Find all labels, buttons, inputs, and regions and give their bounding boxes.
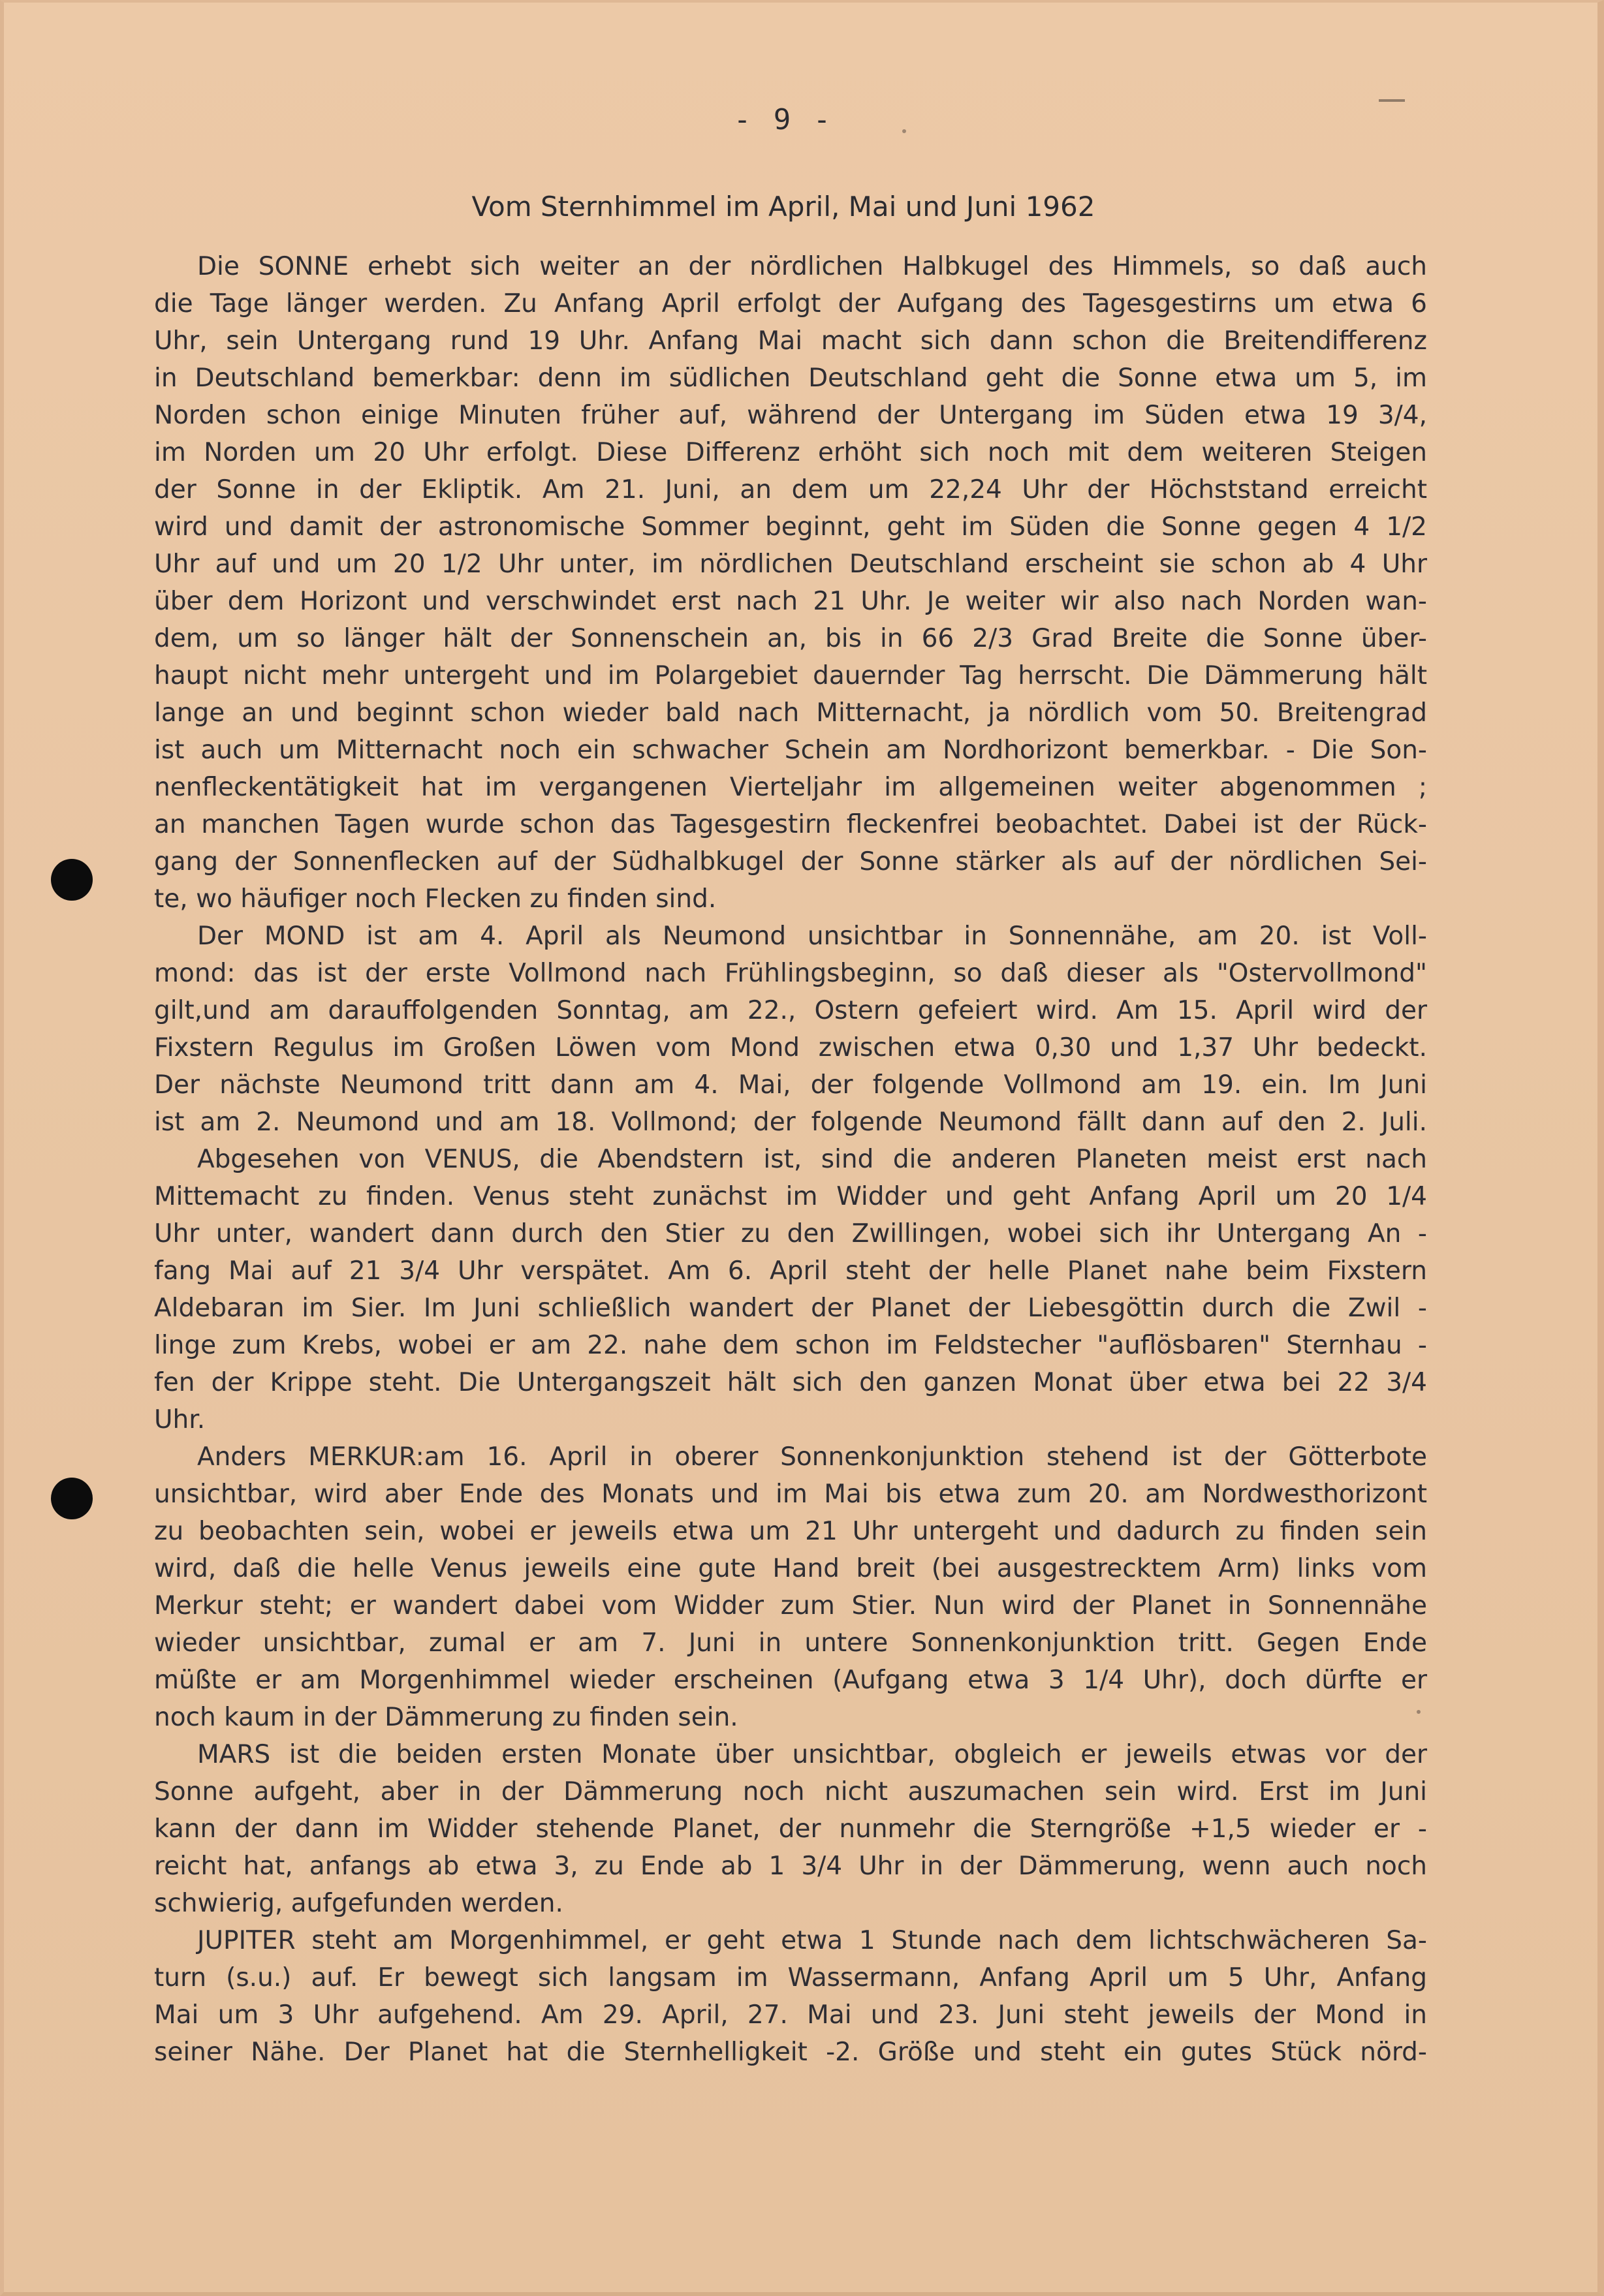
paragraph-jupiter (154, 1922, 1427, 2071)
text-line: fen der Krippe steht. Die Untergangszeit hält sich den ganzen Monat über etwa bei 22 3/4 (154, 1368, 1427, 1397)
text-line: unsichtbar, wird aber Ende des Monats und im Mai bis etwa zum 20. am Nordwesthorizont (154, 1480, 1427, 1509)
text-line: wird, daß die helle Venus jeweils eine gute Hand breit (bei ausgestrecktem Arm) links vom (154, 1554, 1427, 1583)
text-line: gilt,und am darauffolgenden Sonntag, am 22., Ostern gefeiert wird. Am 15. April wird der (154, 996, 1427, 1025)
text-line: dem, um so länger hält der Sonnenschein an, bis in 66 2/3 Grad Breite die Sonne über- (154, 624, 1427, 653)
text-line: zu beobachten sein, wobei er jeweils etwa um 21 Uhr untergeht und dadurch zu finden sein (154, 1517, 1427, 1546)
page-number: - 9 - (733, 103, 834, 136)
paragraph-mond (154, 918, 1427, 1141)
text-line: te, wo häufiger noch Flecken zu finden sind. (154, 884, 717, 914)
text-line: Uhr auf und um 20 1/2 Uhr unter, im nördlichen Deutschland erscheint sie schon ab 4 Uhr (154, 550, 1427, 579)
text-line: Uhr unter, wandert dann durch den Stier zu den Zwillingen, wobei sich ihr Untergang An - (154, 1219, 1427, 1249)
text-line: die Tage länger werden. Zu Anfang April erfolgt der Aufgang des Tagesgestirns um etwa 6 (154, 289, 1427, 318)
text-line: gang der Sonnenflecken auf der Südhalbkugel der Sonne stärker als auf der nördlichen Sei- (154, 847, 1427, 877)
text-line: Mai um 3 Uhr aufgehend. Am 29. April, 27. Mai und 23. Juni steht jeweils der Mond in (154, 2000, 1427, 2030)
paragraph-sonne (154, 248, 1427, 918)
text-line: an manchen Tagen wurde schon das Tagesgestirn fleckenfrei beobachtet. Dabei ist der Rück- (154, 810, 1427, 839)
text-line: Sonne aufgeht, aber in der Dämmerung noch nicht auszumachen sein wird. Erst im Juni (154, 1777, 1427, 1807)
text-line: ist am 2. Neumond und am 18. Vollmond; der folgende Neumond fällt dann auf den 2. Juli. (154, 1108, 1427, 1137)
text-line: in Deutschland bemerkbar: denn im südlichen Deutschland geht die Sonne etwa um 5, im (154, 364, 1427, 393)
text-line: Aldebaran im Sier. Im Juni schließlich wandert der Planet der Liebesgöttin durch die Zwil - (154, 1294, 1427, 1323)
text-line: Abgesehen von VENUS, die Abendstern ist, sind die anderen Planeten meist erst nach (197, 1145, 1427, 1174)
text-line: mond: das ist der erste Vollmond nach Frühlingsbeginn, so daß dieser als "Ostervollmond" (154, 959, 1427, 988)
page-title: Vom Sternhimmel im April, Mai und Juni 1962 (471, 191, 1095, 223)
text-line: der Sonne in der Ekliptik. Am 21. Juni, an dem um 22,24 Uhr der Höchststand erreicht (154, 475, 1427, 504)
text-line: reicht hat, anfangs ab etwa 3, zu Ende ab 1 3/4 Uhr in der Dämmerung, wenn auch noch (154, 1852, 1427, 1881)
text-line: turn (s.u.) auf. Er bewegt sich langsam im Wassermann, Anfang April um 5 Uhr, Anfang (154, 1963, 1427, 1993)
text-line: Mittemacht zu finden. Venus steht zunächst im Widder und geht Anfang April um 20 1/4 (154, 1182, 1427, 1211)
text-line: nenfleckentätigkeit hat im vergangenen Vierteljahr im allgemeinen weiter abgenommen ; (154, 773, 1427, 802)
article-body (154, 248, 1427, 2071)
text-line: müßte er am Morgenhimmel wieder erscheinen (Aufgang etwa 3 1/4 Uhr), doch dürfte er (154, 1666, 1427, 1695)
paragraph-venus (154, 1141, 1427, 1438)
text-line: Norden schon einige Minuten früher auf, während der Untergang im Süden etwa 19 3/4, (154, 401, 1427, 430)
text-line: fang Mai auf 21 3/4 Uhr verspätet. Am 6. April steht der helle Planet nahe beim Fixstern (154, 1256, 1427, 1286)
text-line: linge zum Krebs, wobei er am 22. nahe dem schon im Feldstecher "auflösbaren" Sternhau - (154, 1331, 1427, 1360)
paragraph-mars (154, 1736, 1427, 1922)
text-line: kann der dann im Widder stehende Planet, der nunmehr die Sterngröße +1,5 wieder er - (154, 1814, 1427, 1844)
text-line: MARS ist die beiden ersten Monate über unsichtbar, obgleich er jeweils etwas vor der (197, 1740, 1427, 1769)
text-line: Die SONNE erhebt sich weiter an der nördlichen Halbkugel des Himmels, so daß auch (197, 252, 1427, 281)
text-line: Fixstern Regulus im Großen Löwen vom Mond zwischen etwa 0,30 und 1,37 Uhr bedeckt. (154, 1033, 1427, 1063)
text-line: haupt nicht mehr untergeht und im Polargebiet dauernder Tag herrscht. Die Dämmerung hält (154, 661, 1427, 690)
text-line: wieder unsichtbar, zumal er am 7. Juni in untere Sonnenkonjunktion tritt. Gegen Ende (154, 1628, 1427, 1658)
text-line: noch kaum in der Dämmerung zu finden sein. (154, 1703, 738, 1732)
text-line: schwierig, aufgefunden werden. (154, 1889, 563, 1918)
text-line: lange an und beginnt schon wieder bald nach Mitternacht, ja nördlich vom 50. Breitengrad (154, 698, 1427, 728)
punch-hole (51, 1478, 93, 1519)
text-line: über dem Horizont und verschwindet erst nach 21 Uhr. Je weiter wir also nach Norden wan- (154, 587, 1427, 616)
text-line: im Norden um 20 Uhr erfolgt. Diese Differenz erhöht sich noch mit dem weiteren Steigen (154, 438, 1427, 467)
punch-hole (51, 859, 93, 901)
text-line: wird und damit der astronomische Sommer beginnt, geht im Süden die Sonne gegen 4 1/2 (154, 512, 1427, 542)
text-line: Der MOND ist am 4. April als Neumond unsichtbar in Sonnennähe, am 20. ist Voll- (197, 922, 1427, 951)
text-line: Anders MERKUR:am 16. April in oberer Sonnenkonjunktion stehend ist der Götterbote (197, 1442, 1427, 1472)
text-line: Der nächste Neumond tritt dann am 4. Mai, der folgende Vollmond am 19. ein. Im Juni (154, 1070, 1427, 1100)
text-line: JUPITER steht am Morgenhimmel, er geht etwa 1 Stunde nach dem lichtschwächeren Sa- (197, 1926, 1427, 1955)
corner-dash-mark (1379, 99, 1405, 102)
text-line: Uhr, sein Untergang rund 19 Uhr. Anfang Mai macht sich dann schon die Breitendifferenz (154, 326, 1427, 356)
text-line: Uhr. (154, 1405, 206, 1435)
text-line: ist auch um Mitternacht noch ein schwacher Schein am Nordhorizont bemerkbar. - Die Son- (154, 736, 1427, 765)
paragraph-merkur (154, 1438, 1427, 1736)
text-line: Merkur steht; er wandert dabei vom Widder zum Stier. Nun wird der Planet in Sonnennähe (154, 1591, 1427, 1621)
text-line: seiner Nähe. Der Planet hat die Sternhelligkeit -2. Größe und steht ein gutes Stück nörd- (154, 2038, 1427, 2067)
